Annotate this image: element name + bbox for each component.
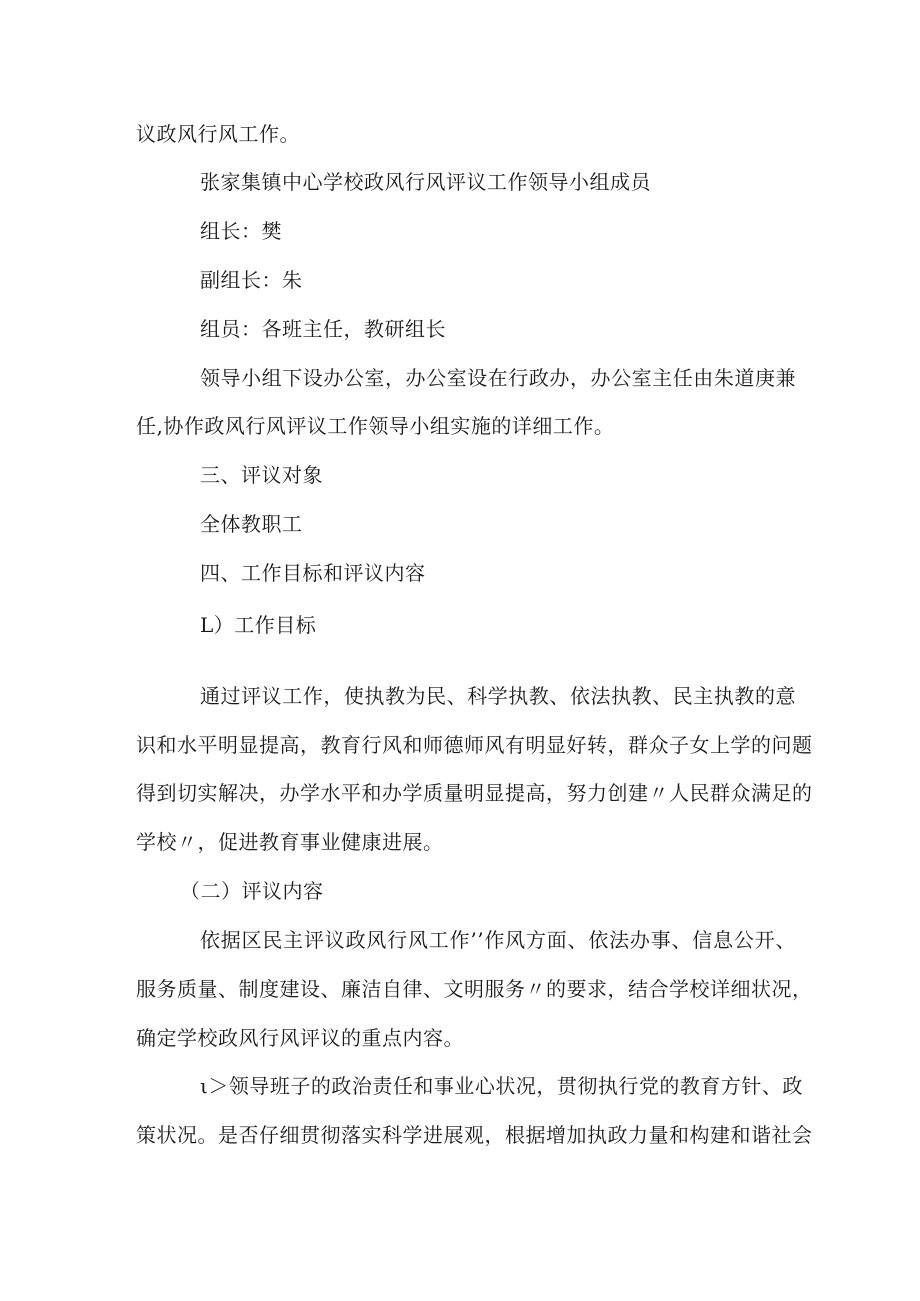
group-deputy-leader: 副组长：朱 (200, 268, 303, 292)
section-heading-four: 四、工作目标和评议内容 (200, 561, 426, 585)
leadership-paragraph-line-2: 策状况。是否仔细贯彻落实科学进展观，根据增加执政力量和构建和谐社会 (136, 1123, 813, 1147)
goal-paragraph-line-2: 识和水平明显提高，教育行风和师德师风有明显好转，群众子女上学的问题 (136, 733, 813, 757)
content-paragraph-line-3: 确定学校政风行风评议的重点内容。 (136, 1026, 464, 1050)
goal-paragraph-line-3: 得到切实解决，办学水平和办学质量明显提高，努力创建〃人民群众满足的 (136, 781, 813, 805)
office-paragraph-line-1: 领导小组下设办公室，办公室设在行政办，办公室主任由朱道庚兼 (200, 366, 796, 390)
content-paragraph-line-1: 依据区民主评议政风行风工作’’作风方面、依法办事、信息公开、 (200, 928, 796, 952)
section-heading-three: 三、评议对象 (200, 463, 323, 487)
group-members: 组员：各班主任，教研组长 (200, 317, 446, 341)
group-leader: 组长：樊 (200, 219, 282, 243)
content-paragraph-line-2: 服务质量、制度建设、廉洁自律、文明服务〃的要求，结合学校详细状况， (136, 977, 813, 1001)
goal-paragraph-line-1: 通过评议工作，使执教为民、科学执教、依法执教、民主执教的意 (200, 684, 796, 708)
text-line-continuation: 议政风行风工作。 (136, 122, 300, 146)
evaluation-target: 全体教职工 (200, 512, 303, 536)
leadership-paragraph-line-1: ι＞领导班子的政治责任和事业心状况，贯彻执行党的教育方针、政 (200, 1074, 803, 1098)
office-paragraph-line-2: 任,协作政风行风评议工作领导小组实施的详细工作。 (136, 414, 615, 438)
subheading-work-goal: L）工作目标 (200, 613, 317, 637)
subheading-evaluation-content: （二）评议内容 (180, 879, 324, 903)
goal-paragraph-line-4: 学校〃，促进教育事业健康进展。 (136, 830, 444, 854)
group-heading: 张家集镇中心学校政风行风评议工作领导小组成员 (200, 170, 651, 194)
